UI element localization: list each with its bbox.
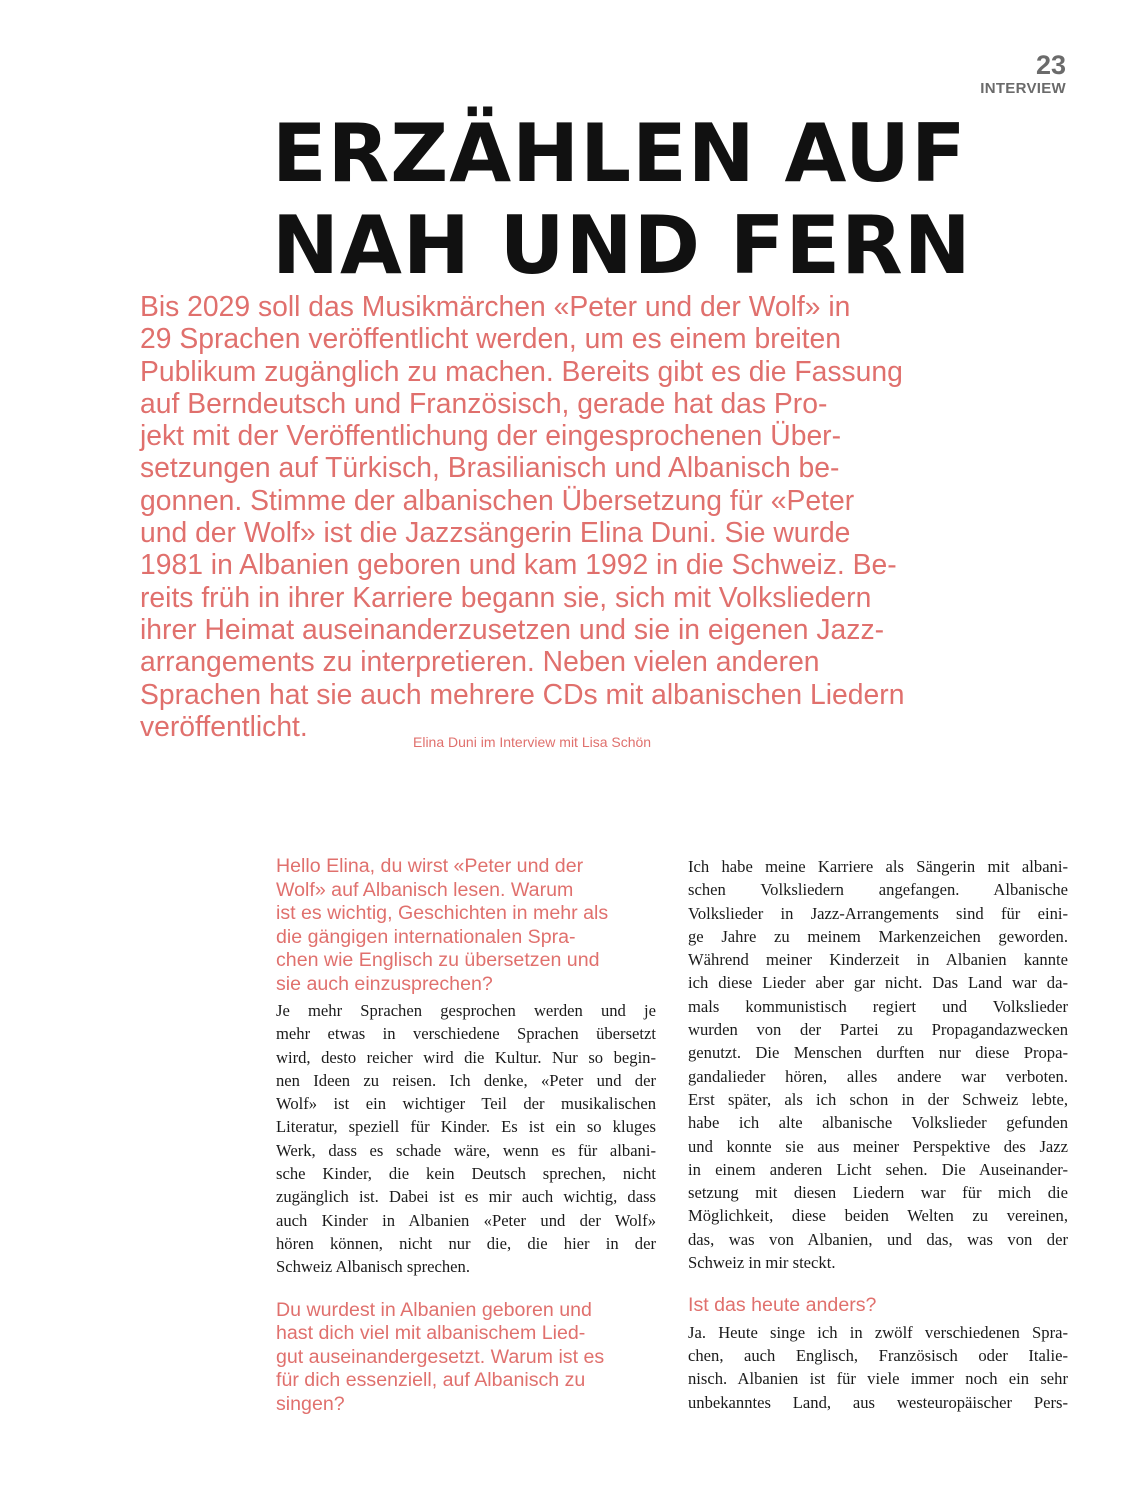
answer-line: und konnte sie aus meiner Perspektive des Jazz	[688, 1136, 1068, 1156]
question-line: ist es wichtig, Geschichten in mehr als	[276, 902, 609, 924]
lead-line: ihrer Heimat auseinanderzusetzen und sie in eigenen Jazz-	[140, 612, 885, 645]
answer-line: Volkslieder in Jazz-Arrangements sind für eini-	[688, 903, 1068, 923]
answer-line: mals kommunistisch regiert und Volkslieder	[688, 996, 1068, 1016]
question-line: gut auseinandergesetzt. Warum ist es	[276, 1345, 605, 1368]
answer-line: auch Kinder in Albanien «Peter und der Wolf»	[276, 1210, 656, 1230]
lead-line: 1981 in Albanien geboren und kam 1992 in die Schweiz. Be-	[140, 548, 897, 581]
page-number: 23	[1035, 50, 1066, 80]
answer-line: Möglichkeit, diese beiden Welten zu vereinen,	[688, 1206, 1068, 1226]
answer-line: nisch. Albanien ist für viele immer noch ein sehr	[688, 1369, 1068, 1389]
answer-line: Schweiz Albanisch sprechen.	[276, 1257, 470, 1277]
answer-line: nen Ideen zu reisen. Ich denke, «Peter und der	[276, 1070, 656, 1090]
answer-line: Wolf» ist ein wichtiger Teil der musikalischen	[276, 1094, 656, 1114]
answer-line: zugänglich ist. Dabei ist es mir auch wichtig, dass	[276, 1187, 656, 1207]
headline	[272, 108, 972, 292]
question-line: für dich essenziell, auf Albanisch zu	[276, 1369, 586, 1392]
question-line: Du wurdest in Albanien geboren und	[276, 1298, 592, 1321]
answer-line: Schweiz in mir steckt.	[688, 1253, 836, 1273]
lead-line: arrangements zu interpretieren. Neben vielen anderen	[140, 645, 820, 678]
answer-line: wird, desto reicher wird die Kultur. Nur so begin-	[276, 1047, 656, 1067]
answer-line: Während meiner Kinderzeit in Albanien kannte	[688, 950, 1068, 970]
interview-question	[688, 1294, 1068, 1318]
lead-line: und der Wolf» ist die Jazzsängerin Elina Duni. Sie wurde	[140, 516, 851, 549]
interview-answer	[688, 1321, 1068, 1414]
answer-line: das, was von Albanien, und das, was von der	[688, 1229, 1068, 1249]
lead-line: 29 Sprachen veröffentlicht werden, um es einem breiten	[140, 322, 842, 355]
lead-line: setzungen auf Türkisch, Brasilianisch und Albanisch be-	[140, 451, 840, 484]
answer-line: Erst später, als ich schon in der Schweiz lebte,	[688, 1089, 1068, 1109]
lead-line: reits früh in ihrer Karriere begann sie, sich mit Volksliedern	[140, 580, 872, 613]
answer-line: mehr etwas in verschiedene Sprachen übersetzt	[276, 1024, 656, 1044]
lead-line: jekt mit der Veröffentlichung der eingesprochenen Über-	[140, 419, 842, 452]
interview-question	[276, 1299, 656, 1417]
question-line: Hello Elina, du wirst «Peter und der	[276, 855, 584, 877]
lead-paragraph	[140, 290, 960, 742]
lead-line: auf Berndeutsch und Französisch, gerade hat das Pro-	[140, 386, 828, 419]
answer-line: habe ich alte albanische Volkslieder gefunden	[688, 1113, 1068, 1133]
section-label: INTERVIEW	[980, 80, 1066, 97]
lead-line: veröffentlicht.	[140, 709, 308, 742]
page-header	[980, 50, 1066, 98]
answer-line: genutzt. Die Menschen durften nur diese Propa-	[688, 1043, 1068, 1063]
right-column	[688, 855, 1068, 1414]
answer-line: hören können, nicht nur die, die hier in der	[276, 1233, 656, 1253]
answer-line: wurden von der Partei zu Propagandazwecken	[688, 1020, 1068, 1040]
question-line: hast dich viel mit albanischem Lied-	[276, 1322, 586, 1345]
answer-line: unbekanntes Land, aus westeuropäischer Pers-	[688, 1392, 1068, 1412]
answer-line: Werk, dass es schade wäre, wenn es für albani-	[276, 1140, 656, 1160]
interview-answer	[276, 999, 656, 1279]
left-column	[276, 855, 656, 1416]
answer-line: Literatur, speziell für Kinder. Es ist ein so kluges	[276, 1117, 656, 1137]
byline: Elina Duni im Interview mit Lisa Schön	[413, 734, 652, 750]
answer-line: sche Kinder, die kein Deutsch sprechen, nicht	[276, 1164, 656, 1184]
answer-line: ge Jahre zu meinem Markenzeichen geworden.	[688, 926, 1068, 946]
question-line: Wolf» auf Albanisch lesen. Warum	[276, 878, 574, 901]
answer-line: Ich habe meine Karriere als Sängerin mit albani-	[688, 857, 1068, 876]
question-line: singen?	[276, 1392, 345, 1415]
answer-line: gandalieder hören, alles andere war verboten.	[688, 1066, 1068, 1086]
lead-line: Sprachen hat sie auch mehrere CDs mit albanischen Liedern	[140, 677, 905, 710]
answer-line: setzung mit diesen Liedern war für mich die	[688, 1183, 1068, 1203]
interview-question	[276, 855, 656, 996]
answer-line: Je mehr Sprachen gesprochen werden und je	[276, 1001, 656, 1020]
interview-answer	[688, 855, 1068, 1274]
question-line: Ist das heute anders?	[688, 1294, 877, 1317]
lead-line: Bis 2029 soll das Musikmärchen «Peter und der Wolf» in	[140, 290, 851, 322]
answer-line: Ja. Heute singe ich in zwölf verschiedenen Spra-	[688, 1322, 1068, 1342]
answer-line: in einem anderen Licht sehen. Die Auseinander-	[688, 1159, 1068, 1179]
question-line: chen wie Englisch zu übersetzen und	[276, 949, 600, 971]
answer-line: ich diese Lieder aber gar nicht. Das Land war da-	[688, 973, 1068, 993]
question-line: die gängigen internationalen Spra-	[276, 925, 576, 948]
question-line: sie auch einzusprechen?	[276, 972, 493, 995]
lead-line: gonnen. Stimme der albanischen Übersetzung für «Peter	[140, 483, 855, 516]
headline-line: NAH UND FERN	[272, 199, 972, 292]
headline-line: ERZÄHLEN AUF	[272, 107, 967, 200]
answer-line: schen Volksliedern angefangen. Albanische	[688, 880, 1068, 900]
answer-line: chen, auch Englisch, Französisch oder Italie-	[688, 1346, 1068, 1366]
lead-line: Publikum zugänglich zu machen. Bereits gibt es die Fassung	[140, 354, 903, 387]
